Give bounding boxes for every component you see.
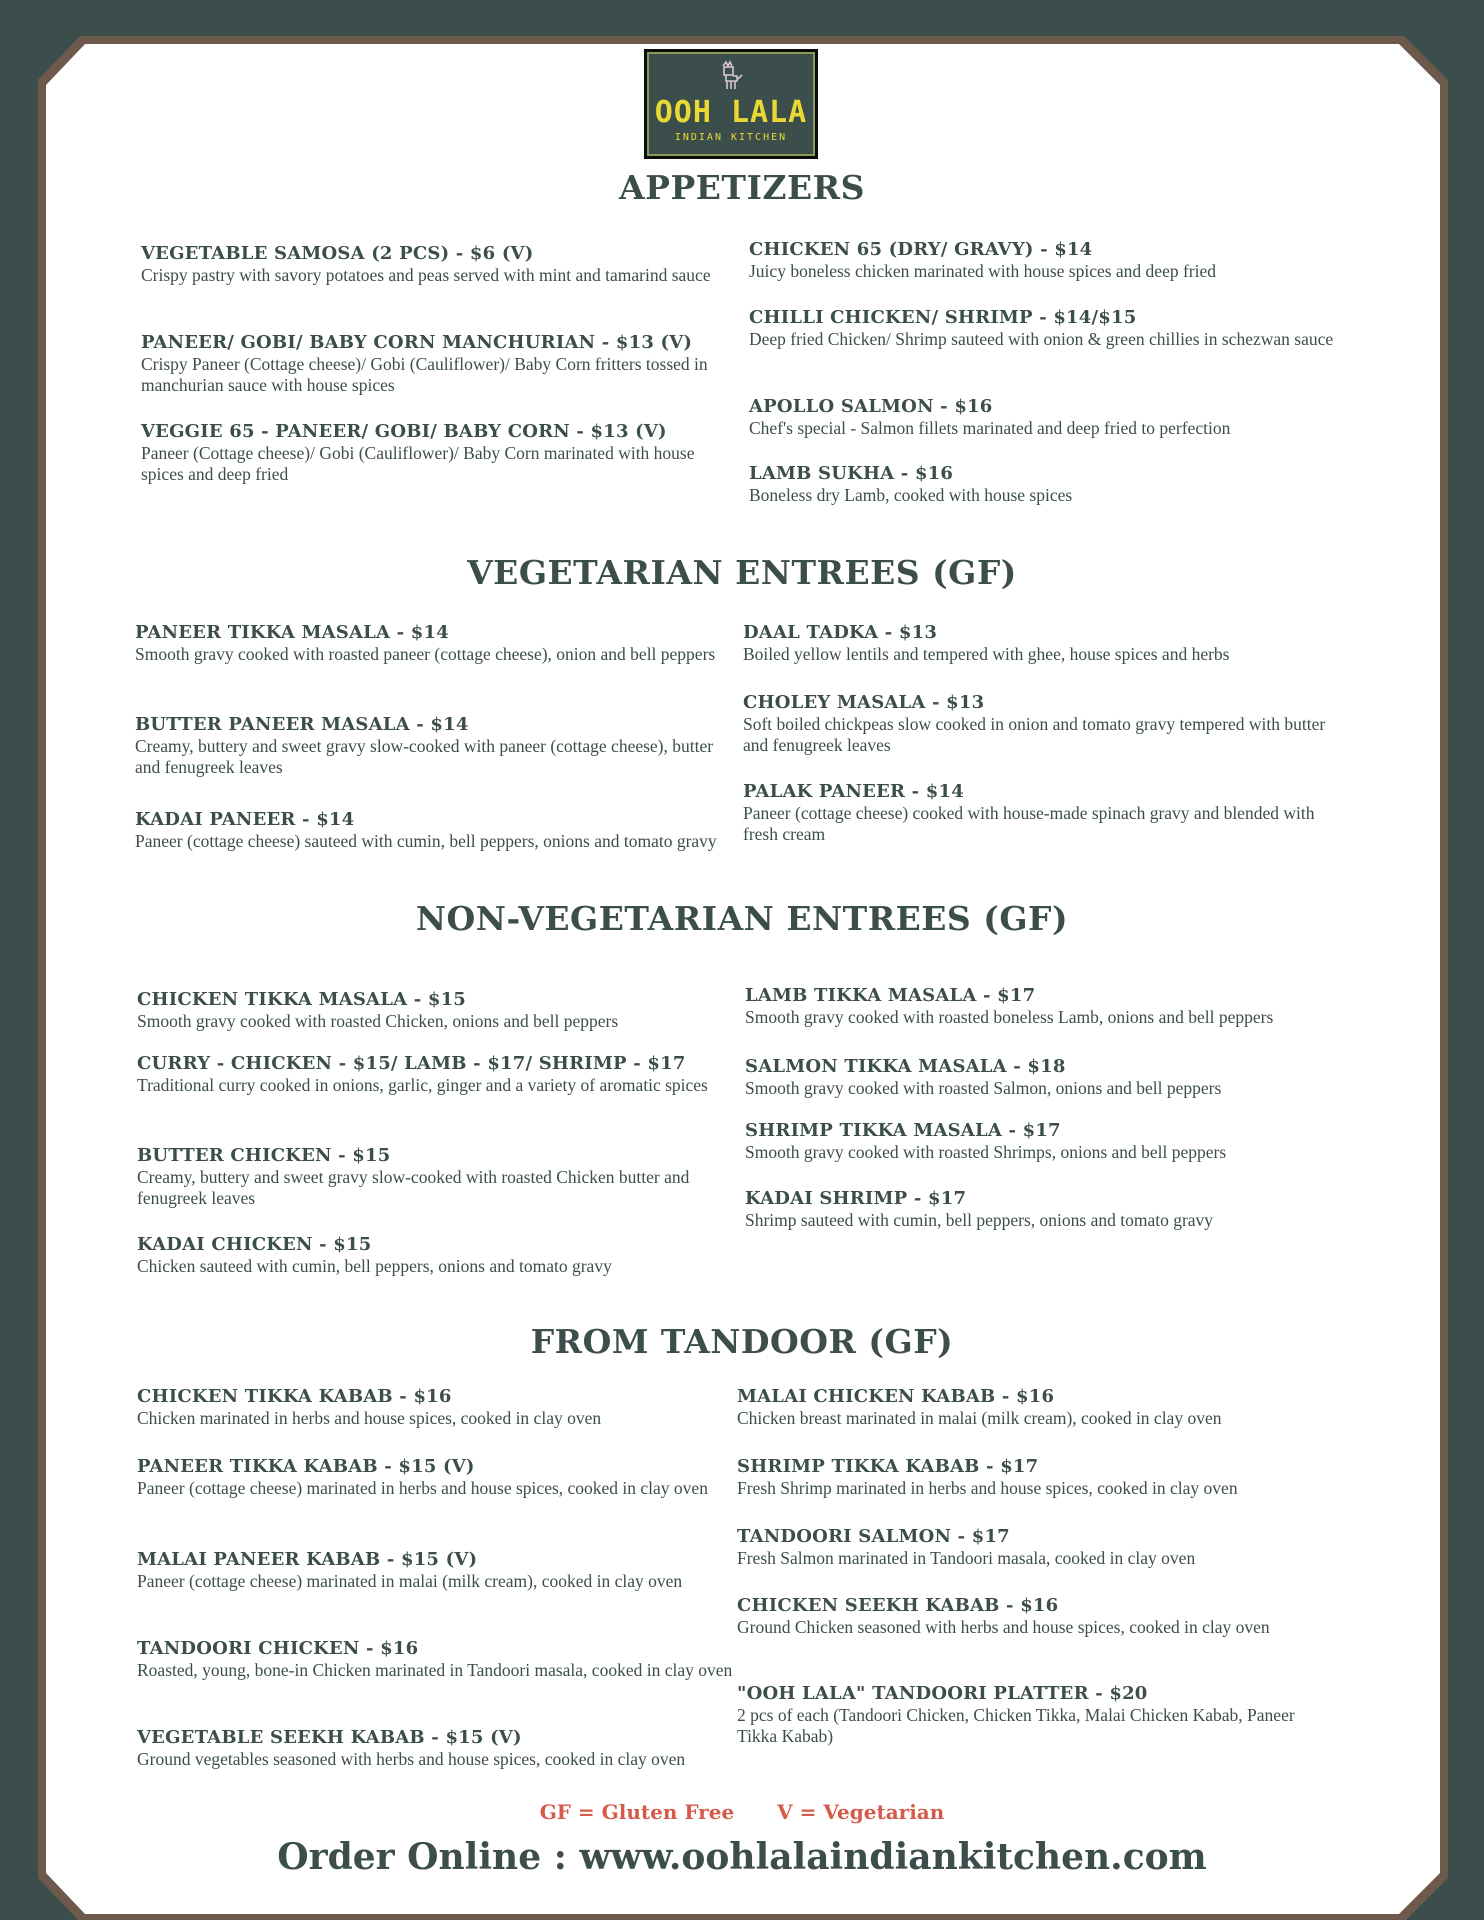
item-description: 2 pcs of each (Tandoori Chicken, Chicken Tikka, Malai Chicken Kabab, Paneer Tikka Kabab) <box>737 1705 1295 1746</box>
item-description: Creamy, buttery and sweet gravy slow-cooked with paneer (cottage cheese), butter and fenugreek leaves <box>135 736 714 777</box>
item-description: Paneer (cottage cheese) marinated in herbs and house spices, cooked in clay oven <box>137 1478 708 1498</box>
menu-item <box>745 984 1345 1028</box>
menu-item <box>749 462 1349 506</box>
item-name: DAAL TADKA - $13 <box>743 622 938 643</box>
item-description: Smooth gravy cooked with roasted Shrimps, onions and bell peppers <box>745 1142 1227 1162</box>
item-name: PALAK PANEER - $14 <box>743 781 964 802</box>
menu-item <box>737 1385 1337 1429</box>
item-name: CHICKEN 65 (DRY/ GRAVY) - $14 <box>749 239 1093 260</box>
item-name: "OOH LALA" TANDOORI PLATTER - $20 <box>737 1683 1148 1704</box>
menu-item <box>141 242 741 286</box>
item-name: CHOLEY MASALA - $13 <box>743 692 985 713</box>
item-name: PANEER TIKKA KABAB - $15 (V) <box>137 1456 475 1477</box>
item-description: Chicken marinated in herbs and house spices, cooked in clay oven <box>137 1408 602 1428</box>
item-name: CURRY - CHICKEN - $15/ LAMB - $17/ SHRIMP - $17 <box>137 1053 686 1074</box>
menu-item <box>749 306 1349 350</box>
item-name: CHICKEN TIKKA KABAB - $16 <box>137 1386 452 1407</box>
item-name: CHILLI CHICKEN/ SHRIMP - $14/$15 <box>749 307 1137 328</box>
menu-item <box>737 1525 1337 1569</box>
item-name: LAMB SUKHA - $16 <box>749 463 954 484</box>
item-description: Boneless dry Lamb, cooked with house spices <box>749 485 1073 505</box>
menu-item <box>745 1187 1345 1231</box>
item-description: Smooth gravy cooked with roasted boneless Lamb, onions and bell peppers <box>745 1007 1274 1027</box>
legend-gluten-free: GF = Gluten Free <box>539 1800 735 1824</box>
menu-item <box>137 1726 737 1770</box>
menu-item <box>737 1455 1337 1499</box>
menu-item <box>745 1119 1345 1163</box>
menu-item <box>137 1233 737 1277</box>
item-description: Paneer (Cottage cheese)/ Gobi (Cauliflower)/ Baby Corn marinated with house spices and deep fried <box>141 443 695 484</box>
item-name: KADAI CHICKEN - $15 <box>137 1234 372 1255</box>
menu-item <box>137 1548 737 1592</box>
menu-item <box>135 713 735 778</box>
dog-icon <box>716 60 746 94</box>
item-description: Soft boiled chickpeas slow cooked in onion and tomato gravy tempered with butter and fenugreek leaves <box>743 714 1326 755</box>
item-description: Roasted, young, bone-in Chicken marinated in Tandoori masala, cooked in clay oven <box>137 1660 733 1680</box>
menu-item <box>141 331 741 396</box>
menu-item <box>135 621 735 665</box>
order-online-link[interactable]: Order Online : www.oohlalaindiankitchen.com <box>277 1836 1207 1878</box>
item-name: TANDOORI CHICKEN - $16 <box>137 1638 419 1659</box>
item-description: Traditional curry cooked in onions, garlic, ginger and a variety of aromatic spices <box>137 1075 708 1095</box>
item-name: MALAI PANEER KABAB - $15 (V) <box>137 1549 478 1570</box>
item-description: Shrimp sauteed with cumin, bell peppers, onions and tomato gravy <box>745 1210 1214 1230</box>
menu-item <box>137 1637 737 1681</box>
item-description: Crispy pastry with savory potatoes and peas served with mint and tamarind sauce <box>141 265 711 285</box>
logo-name: OOH LALA <box>654 95 808 130</box>
item-description: Ground vegetables seasoned with herbs and house spices, cooked in clay oven <box>137 1749 686 1769</box>
item-description: Smooth gravy cooked with roasted paneer (cottage cheese), onion and bell peppers <box>135 644 716 664</box>
menu-item <box>743 621 1343 665</box>
section-title-tandoor: FROM TANDOOR (GF) <box>530 1322 954 1361</box>
section-title-vegetarian: VEGETARIAN ENTREES (GF) <box>467 553 1017 592</box>
item-description: Fresh Salmon marinated in Tandoori masala, cooked in clay oven <box>737 1548 1196 1568</box>
item-name: TANDOORI SALMON - $17 <box>737 1526 1010 1547</box>
item-name: KADAI SHRIMP - $17 <box>745 1188 967 1209</box>
item-description: Fresh Shrimp marinated in herbs and house spices, cooked in clay oven <box>737 1478 1238 1498</box>
menu-item <box>135 808 735 852</box>
item-description: Boiled yellow lentils and tempered with ghee, house spices and herbs <box>743 644 1230 664</box>
dietary-legend <box>0 1800 1484 1824</box>
item-description: Ground Chicken seasoned with herbs and house spices, cooked in clay oven <box>737 1617 1270 1637</box>
item-name: SHRIMP TIKKA MASALA - $17 <box>745 1120 1061 1141</box>
menu-item <box>745 1055 1345 1099</box>
item-description: Paneer (cottage cheese) marinated in malai (milk cream), cooked in clay oven <box>137 1571 683 1591</box>
item-name: LAMB TIKKA MASALA - $17 <box>745 985 1036 1006</box>
item-description: Paneer (cottage cheese) cooked with house-made spinach gravy and blended with fresh cream <box>743 803 1315 844</box>
menu-item <box>749 238 1349 282</box>
item-name: BUTTER CHICKEN - $15 <box>137 1145 391 1166</box>
item-name: MALAI CHICKEN KABAB - $16 <box>737 1386 1055 1407</box>
item-name: PANEER TIKKA MASALA - $14 <box>135 622 449 643</box>
item-name: VEGETABLE SEEKH KABAB - $15 (V) <box>137 1727 522 1748</box>
logo-subtitle: INDIAN KITCHEN <box>674 132 788 143</box>
item-name: BUTTER PANEER MASALA - $14 <box>135 714 469 735</box>
menu-item <box>737 1594 1337 1638</box>
menu-item <box>137 1385 737 1429</box>
menu-item <box>743 780 1343 845</box>
item-name: CHICKEN SEEKH KABAB - $16 <box>737 1595 1059 1616</box>
menu-item <box>141 420 741 485</box>
item-name: VEGGIE 65 - PANEER/ GOBI/ BABY CORN - $13 (V) <box>141 421 667 442</box>
item-description: Chicken breast marinated in malai (milk cream), cooked in clay oven <box>737 1408 1222 1428</box>
item-name: SALMON TIKKA MASALA - $18 <box>745 1056 1066 1077</box>
restaurant-logo[interactable] <box>644 49 818 159</box>
menu-item <box>137 988 737 1032</box>
menu-item <box>743 691 1343 756</box>
item-description: Smooth gravy cooked with roasted Chicken, onions and bell peppers <box>137 1011 619 1031</box>
item-description: Chicken sauteed with cumin, bell peppers, onions and tomato gravy <box>137 1256 612 1276</box>
item-name: CHICKEN TIKKA MASALA - $15 <box>137 989 467 1010</box>
menu-item <box>737 1682 1337 1747</box>
item-description: Deep fried Chicken/ Shrimp sauteed with onion & green chillies in schezwan sauce <box>749 329 1334 349</box>
item-description: Paneer (cottage cheese) sauteed with cumin, bell peppers, onions and tomato gravy <box>135 831 717 851</box>
item-name: SHRIMP TIKKA KABAB - $17 <box>737 1456 1039 1477</box>
menu-item <box>137 1052 737 1096</box>
item-name: APOLLO SALMON - $16 <box>749 396 993 417</box>
section-title-non-vegetarian: NON-VEGETARIAN ENTREES (GF) <box>415 899 1069 938</box>
menu-item <box>137 1144 737 1209</box>
item-description: Creamy, buttery and sweet gravy slow-cooked with roasted Chicken butter and fenugreek leaves <box>137 1167 690 1208</box>
menu-item <box>137 1455 737 1499</box>
item-description: Smooth gravy cooked with roasted Salmon, onions and bell peppers <box>745 1078 1222 1098</box>
item-name: VEGETABLE SAMOSA (2 PCS) - $6 (V) <box>141 243 534 264</box>
item-description: Crispy Paneer (Cottage cheese)/ Gobi (Cauliflower)/ Baby Corn fritters tossed in manchurian sauce with house spices <box>141 354 708 395</box>
menu-item <box>749 395 1349 439</box>
item-name: PANEER/ GOBI/ BABY CORN MANCHURIAN - $13 (V) <box>141 332 693 353</box>
item-description: Chef's special - Salmon fillets marinated and deep fried to perfection <box>749 418 1231 438</box>
section-title-appetizers: APPETIZERS <box>619 168 865 207</box>
item-description: Juicy boneless chicken marinated with house spices and deep fried <box>749 261 1217 281</box>
legend-vegetarian: V = Vegetarian <box>777 1800 945 1824</box>
item-name: KADAI PANEER - $14 <box>135 809 355 830</box>
